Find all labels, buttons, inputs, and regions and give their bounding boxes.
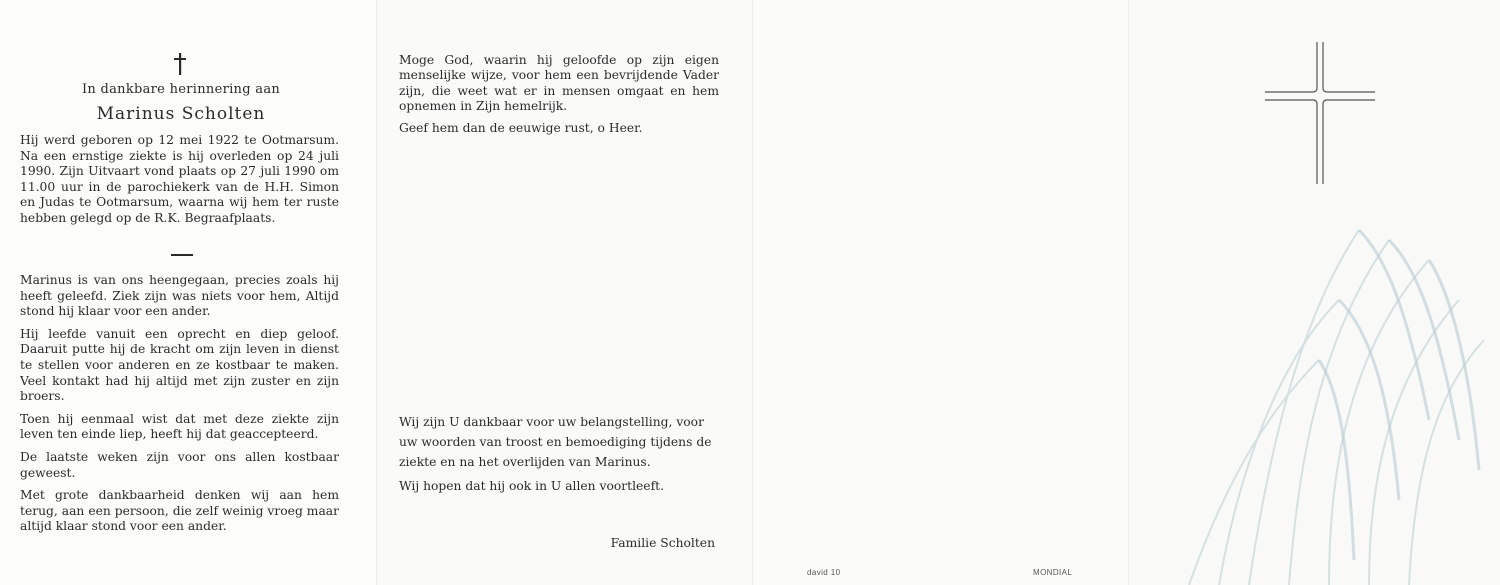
memorial-paragraph: Met grote dankbaarheid denken wij aan hem terug, aan een persoon, die zelf weinig vroeg maar altijd klaar stond voor een ander.: [20, 488, 339, 534]
middle-text-panel: [376, 0, 753, 585]
biography-paragraph: [20, 133, 339, 233]
divider: [171, 254, 193, 256]
memorial-paragraph: Marinus is van ons heengegaan, precies zoals hij heeft geleefd. Ziek zijn was niets voor hem, Altijd stond hij klaar voor een ander.: [20, 273, 339, 319]
cross-outline-icon: [1263, 40, 1377, 186]
front-cover-panel: [1128, 0, 1500, 585]
memorial-text: [20, 273, 339, 542]
thanks-text: Wij zijn U dankbaar voor uw belangstelling, voor uw woorden van troost en bemoediging tijdens de ziekte en na het overlijden van Marinus.: [399, 415, 712, 469]
prayer-closing: Geef hem dan de eeuwige rust, o Heer.: [399, 120, 643, 135]
family-signature: Familie Scholten: [610, 536, 715, 550]
left-text-panel: [0, 0, 376, 585]
brand-mark: MONDIAL: [1033, 568, 1073, 577]
memorial-paragraph: Hij leefde vanuit een oprecht en diep geloof. Daaruit putte hij de kracht om zijn leven in dienst te stellen voor anderen en ze kostbaar te maken. Veel kontakt had hij altijd met zijn zuster en zijn broers.: [20, 326, 339, 404]
memorial-paragraph: Toen hij eenmaal wist dat met deze ziekte zijn leven ten einde liep, heeft hij dat geaccepteerd.: [20, 411, 339, 442]
thanks-block: [399, 412, 719, 500]
cross-icon: [170, 52, 190, 76]
printer-mark: david 10: [807, 568, 841, 577]
deceased-name: Marinus Scholten: [96, 104, 266, 124]
biography-text: Hij werd geboren op 12 mei 1922 te Ootmarsum. Na een ernstige ziekte is hij overleden op 24 juli 1990. Zijn Uitvaart vond plaats op 27 juli 1990 om 11.00 uur in de parochiekerk van de H.H. Simon en Judas te Ootmarsum, waarna wij hem ter ruste hebben gelegd op de R.K. Begraafplaats.: [20, 133, 339, 225]
prayer-block: [399, 53, 719, 142]
prayer-text: Moge God, waarin hij geloofde op zijn eigen menselijke wijze, voor hem een bevrijdende Vader zijn, die weet wat er in mensen omgaat en hem opnemen in Zijn hemelrijk.: [399, 53, 719, 114]
hope-text: Wij hopen dat hij ook in U allen voortleeft.: [399, 479, 664, 493]
back-panel: [752, 0, 1129, 585]
memorial-paragraph: De laatste weken zijn voor ons allen kostbaar geweest.: [20, 449, 339, 480]
dedication-line: In dankbare herinnering aan: [81, 82, 281, 97]
